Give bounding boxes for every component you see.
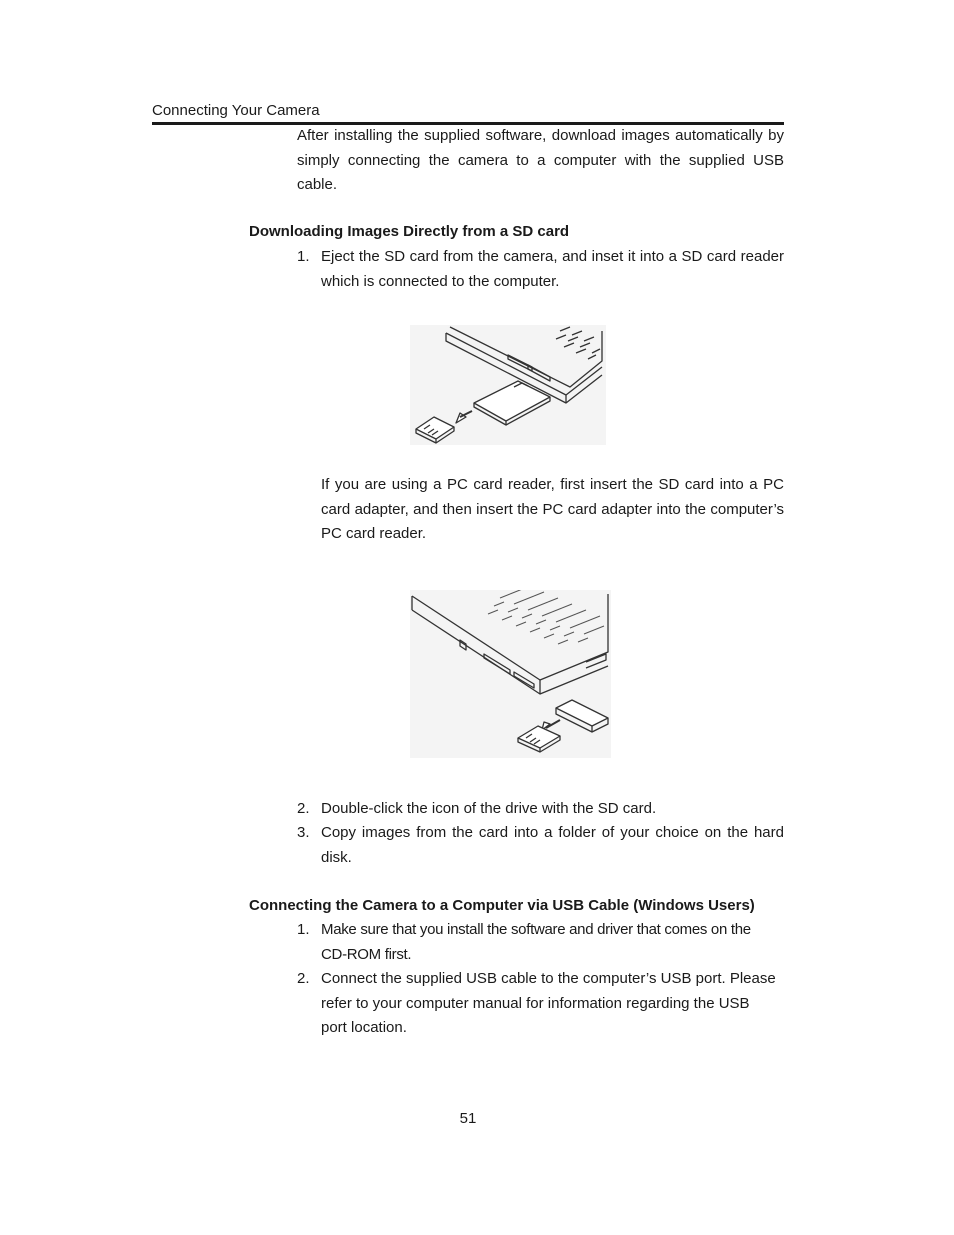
pc-card-reader-note: If you are using a PC card reader, first insert the SD card into a PC card adapter, and then insert the PC card adapter into the computer’s PC card reader. xyxy=(321,476,784,542)
list-number: 1. xyxy=(297,921,310,938)
list-text: Copy images from the card into a folder of your choice on the hard disk. xyxy=(321,824,784,866)
list-text: Double-click the icon of the drive with the SD card. xyxy=(321,800,657,817)
list-text: Connect the supplied USB cable to the computer’s USB port. Please refer to your computer manual for information regarding the USB port location. xyxy=(321,970,776,1036)
list-number: 3. xyxy=(297,824,310,841)
list-number: 2. xyxy=(297,970,310,987)
list-number: 1. xyxy=(297,248,310,265)
pc-card-adapter-illustration xyxy=(410,590,611,758)
running-header: Connecting Your Camera xyxy=(152,102,320,119)
section-heading-usb-cable: Connecting the Camera to a Computer via USB Cable (Windows Users) xyxy=(249,897,755,914)
page-number: 51 xyxy=(459,1110,477,1127)
list-number: 2. xyxy=(297,800,310,817)
section-heading-sd-card: Downloading Images Directly from a SD card xyxy=(249,223,570,240)
list-text: Eject the SD card from the camera, and inset it into a SD card reader which is connected to the computer. xyxy=(321,248,784,290)
sd-card-reader-illustration xyxy=(410,325,606,445)
list-text: Make sure that you install the software and driver that comes on the CD-ROM first. xyxy=(321,921,751,963)
intro-paragraph: After installing the supplied software, download images automatically by simply connecting the camera to a computer with the supplied USB cable. xyxy=(297,127,784,193)
